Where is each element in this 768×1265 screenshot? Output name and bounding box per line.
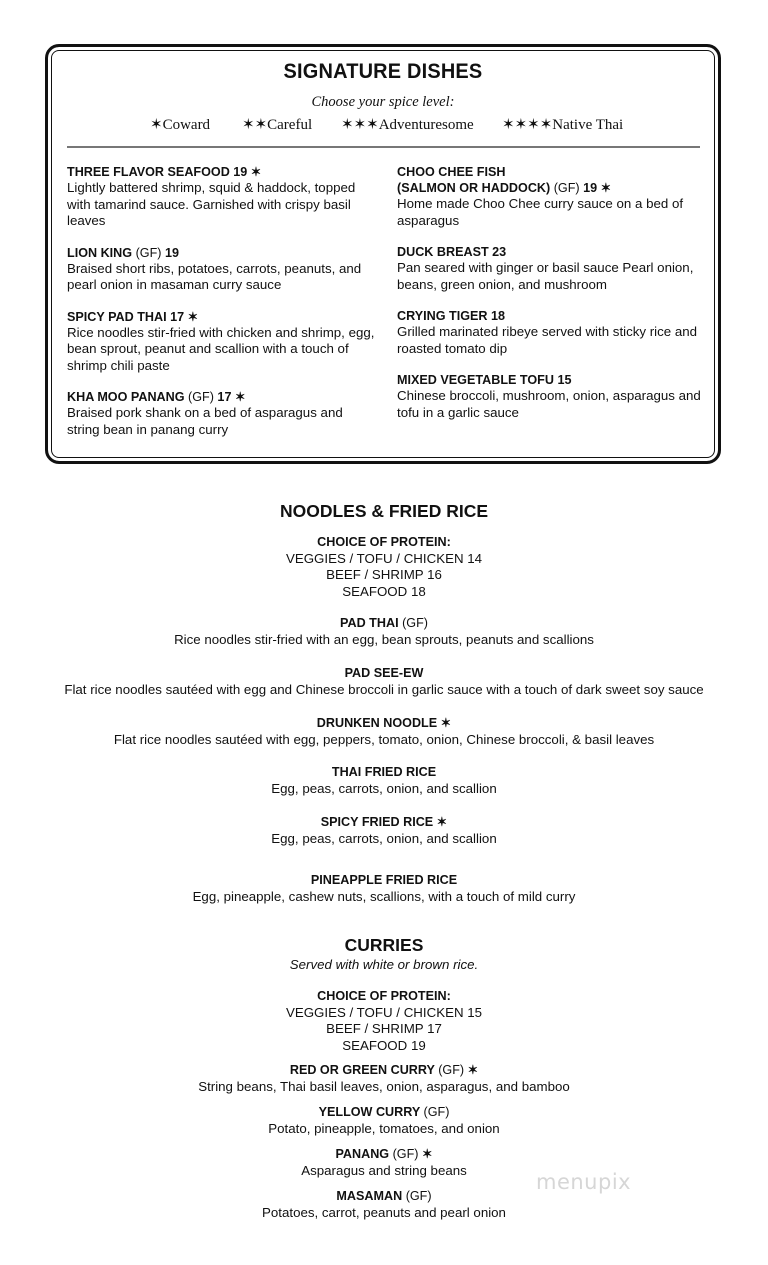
dish-name: MIXED VEGETABLE TOFU 15 [397,373,572,387]
noodles-protein-choice [0,534,768,600]
protein-heading: CHOICE OF PROTEIN: [317,535,451,549]
dish-kha-moo-panang [67,389,377,438]
item-description: Flat rice noodles sautéed with egg and Chinese broccoli in garlic sauce with a touch of dark sweet soy sauce [64,681,704,697]
protein-line: VEGGIES / TOFU / CHICKEN 15 [285,1004,483,1020]
menu-item-pineapple-fried-rice [0,872,768,905]
dish-duck-breast [397,244,702,293]
dish-name-line2: (SALMON OR HADDOCK) (GF) 19 ✶ [397,181,612,195]
menu-item-masaman [0,1188,768,1221]
dish-mixed-vegetable-tofu [397,372,702,421]
dish-name: DUCK BREAST 23 [397,245,507,259]
spice-level-native-thai: ✶✶✶✶Native Thai [502,117,624,133]
spice-level-adventuresome: ✶✶✶Adventuresome [341,117,474,133]
item-name: RED OR GREEN CURRY (GF) ✶ [289,1063,479,1077]
dish-name: CRYING TIGER 18 [397,309,505,323]
menu-item-spicy-fried-rice [0,814,768,847]
protein-line: BEEF / SHRIMP 17 [326,1021,442,1036]
item-name: DRUNKEN NOODLE ✶ [316,716,452,730]
noodles-section-title: NOODLES & FRIED RICE [279,501,489,521]
dish-description: Chinese broccoli, mushroom, onion, asparagus and tofu in a garlic sauce [397,388,701,420]
item-name: THAI FRIED RICE [331,765,437,779]
protein-line: BEEF / SHRIMP 16 [326,567,442,582]
signature-title: SIGNATURE DISHES [283,60,483,83]
dish-spicy-pad-thai [67,309,377,375]
item-description: Rice noodles stir-fried with an egg, bean sprouts, peanuts and scallions [174,631,594,647]
item-name: YELLOW CURRY (GF) [318,1105,450,1119]
menu-item-panang [0,1146,768,1179]
item-description: Flat rice noodles sautéed with egg, peppers, tomato, onion, Chinese broccoli, & basil leaves [113,731,655,747]
dish-name: THREE FLAVOR SEAFOOD 19 ✶ [67,165,262,179]
menu-item-drunken-noodle [0,715,768,748]
dish-crying-tiger [397,308,702,357]
dish-description: Home made Choo Chee curry sauce on a bed of asparagus [397,196,684,228]
item-description: Egg, peas, carrots, onion, and scallion [271,830,497,846]
curries-protein-choice [0,988,768,1054]
item-description: Potatoes, carrot, peanuts and pearl onion [262,1204,506,1220]
dish-description: Braised pork shank on a bed of asparagus and string bean in panang curry [67,405,343,437]
item-name: PANANG (GF) ✶ [335,1147,433,1161]
dish-name: CHOO CHEE FISH [397,165,506,179]
dish-description: Pan seared with ginger or basil sauce Pearl onion, beans, green onion, and mushroom [397,260,694,292]
item-description: String beans, Thai basil leaves, onion, asparagus, and bamboo [198,1078,570,1094]
dish-name: SPICY PAD THAI 17 ✶ [67,309,199,324]
dish-description: Grilled marinated ribeye served with sticky rice and roasted tomato dip [397,324,698,356]
item-description: Potato, pineapple, tomatoes, and onion [268,1120,500,1136]
dish-description: Braised short ribs, potatoes, carrots, peanuts, and pearl onion in masaman curry sauce [67,260,362,292]
menu-item-thai-fried-rice [0,764,768,797]
spice-level-prompt: Choose your spice level: [311,94,455,110]
curries-section-title: CURRIES [344,935,424,955]
item-description: Egg, pineapple, cashew nuts, scallions, with a touch of mild curry [192,888,576,904]
menu-item-yellow-curry [0,1104,768,1137]
protein-heading: CHOICE OF PROTEIN: [317,989,451,1003]
item-name: SPICY FRIED RICE ✶ [320,815,448,829]
dish-description: Rice noodles stir-fried with chicken and shrimp, egg, bean sprout, peanut and scallion with a touch of shrimp chili paste [67,324,375,373]
menu-item-pad-see-ew [0,665,768,698]
dish-description: Lightly battered shrimp, squid & haddock, topped with tamarind sauce. Garnished with crispy basil leaves [67,180,356,228]
dish-name: KHA MOO PANANG (GF) 17 ✶ [67,390,246,404]
curries-subtitle [0,957,768,973]
spice-level-coward: ✶Coward [150,117,211,133]
dish-three-flavor-seafood [67,164,377,230]
menu-item-pad-thai [0,615,768,648]
item-name: PAD THAI (GF) [340,616,428,630]
spice-level-careful: ✶✶Careful [242,117,313,133]
protein-line: VEGGIES / TOFU / CHICKEN 14 [285,550,483,566]
signature-left-column [67,164,377,453]
item-name: PAD SEE-EW [344,666,424,680]
item-name: PINEAPPLE FRIED RICE [310,873,458,887]
protein-line: SEAFOOD 19 [342,1037,426,1053]
item-description: Asparagus and string beans [301,1162,467,1178]
menupix-watermark: menupix [536,1170,632,1194]
signature-divider [67,146,700,148]
dish-name: LION KING (GF) 19 [67,245,179,260]
dish-choo-chee-fish [397,164,702,229]
signature-right-column [397,164,702,436]
curries-subtitle-text: Served with white or brown rice. [289,957,479,972]
item-description: Egg, peas, carrots, onion, and scallion [271,780,497,796]
dish-lion-king [67,245,377,294]
item-name: MASAMAN (GF) [336,1189,432,1203]
protein-line: SEAFOOD 18 [342,583,426,599]
menu-item-red-or-green-curry [0,1062,768,1095]
